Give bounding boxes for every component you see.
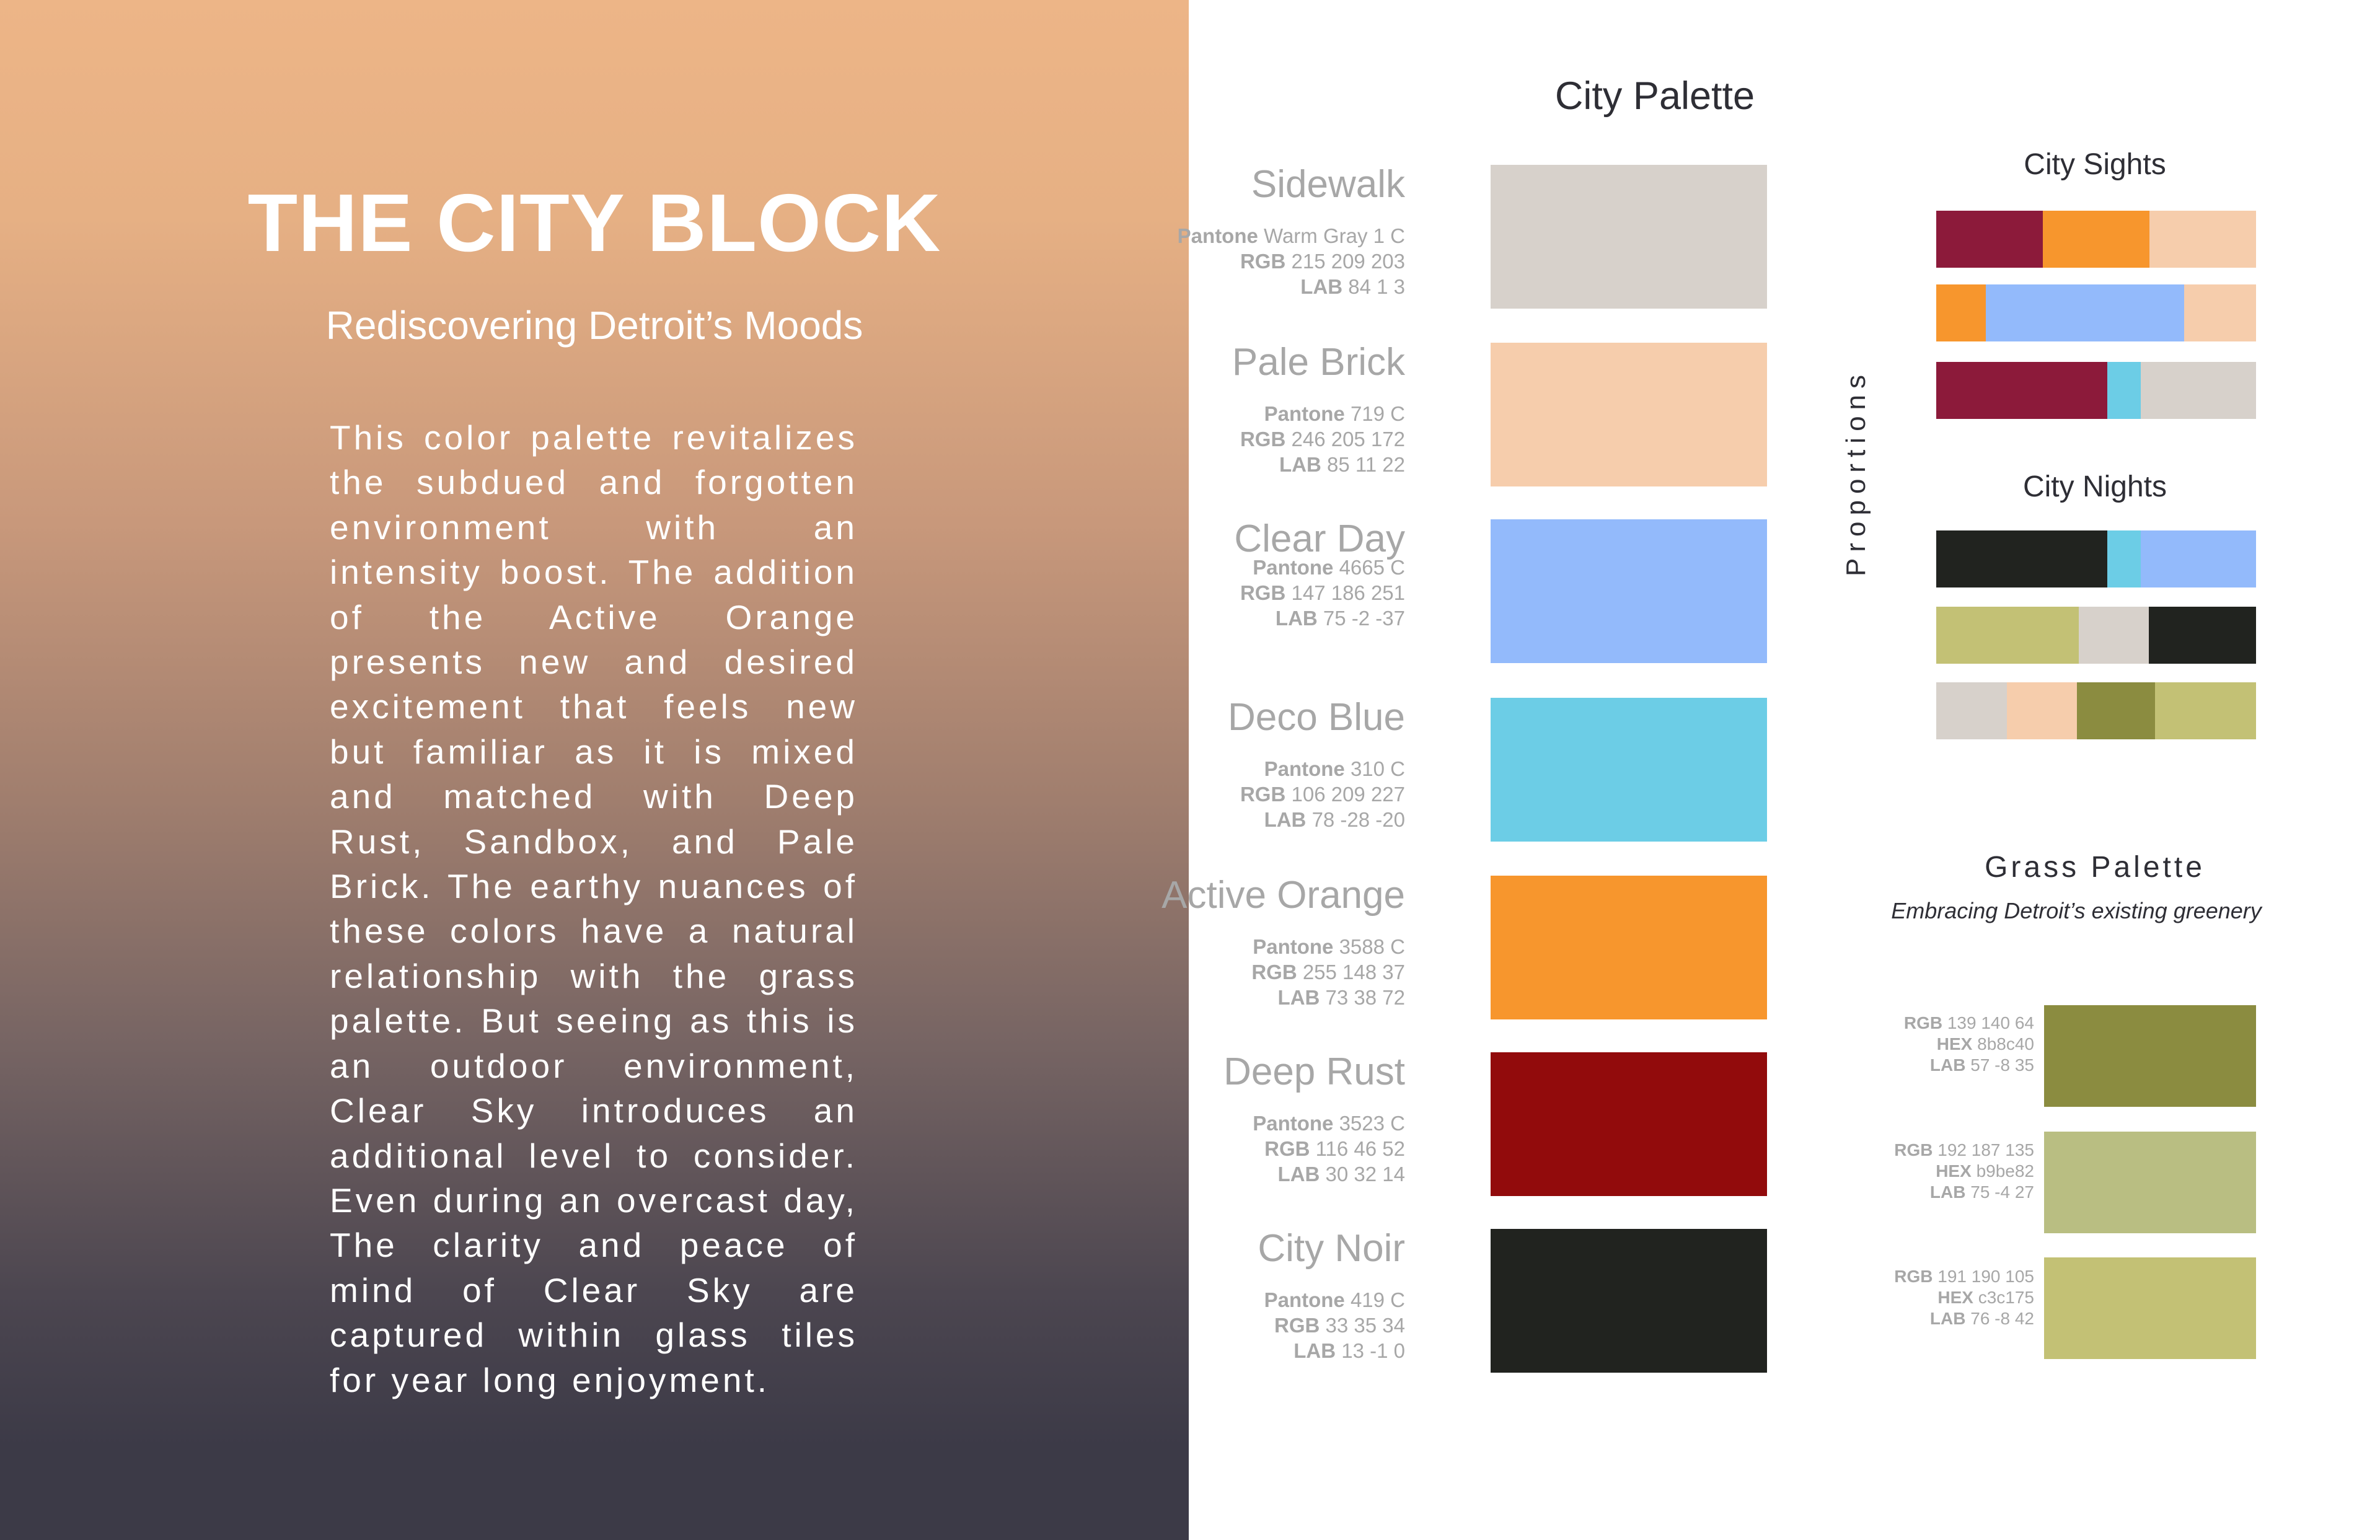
lab-label: LAB bbox=[1279, 453, 1321, 476]
pantone-value: Warm Gray 1 C bbox=[1264, 224, 1405, 247]
color-swatch bbox=[1491, 1052, 1767, 1196]
rgb-label: RGB bbox=[1894, 1267, 1933, 1286]
color-entry-active-orange bbox=[1161, 871, 1766, 1019]
rgb-value: 191 190 105 bbox=[1937, 1267, 2034, 1286]
pantone-value: 719 C bbox=[1350, 402, 1405, 425]
hex-label: HEX bbox=[1937, 1288, 1973, 1307]
proportion-segment bbox=[1936, 211, 2043, 268]
pantone-value: 419 C bbox=[1350, 1288, 1405, 1311]
rgb-label: RGB bbox=[1240, 581, 1286, 604]
proportion-segment bbox=[2079, 607, 2149, 664]
color-name: Active Orange bbox=[1161, 874, 1405, 917]
lab-label: LAB bbox=[1277, 1163, 1320, 1186]
rgb-label: RGB bbox=[1251, 961, 1297, 983]
rgb-value: 116 46 52 bbox=[1315, 1137, 1405, 1160]
pantone-value: 310 C bbox=[1350, 757, 1405, 780]
proportion-segment bbox=[2107, 362, 2141, 419]
color-swatch bbox=[1491, 698, 1767, 842]
hex-value: 8b8c40 bbox=[1977, 1034, 2034, 1054]
color-entry-deep-rust bbox=[1178, 1047, 1766, 1196]
color-specs bbox=[1251, 934, 1405, 1010]
lab-value: 57 -8 35 bbox=[1970, 1055, 2034, 1075]
hex-label: HEX bbox=[1936, 1034, 1973, 1054]
sights-bar-3 bbox=[1936, 362, 2256, 419]
color-entry-pale-brick bbox=[1178, 338, 1766, 486]
lab-label: LAB bbox=[1294, 1339, 1336, 1362]
color-specs bbox=[1240, 756, 1405, 832]
lab-label: LAB bbox=[1929, 1182, 1966, 1202]
proportion-segment bbox=[1936, 607, 2079, 664]
proportion-segment bbox=[2155, 682, 2256, 739]
proportions-label: Proportions bbox=[1841, 368, 1871, 576]
sights-bar-1 bbox=[1936, 211, 2256, 268]
hex-label: HEX bbox=[1936, 1161, 1972, 1181]
color-name: City Noir bbox=[1258, 1227, 1405, 1270]
lab-value: 30 32 14 bbox=[1325, 1163, 1405, 1186]
lab-value: 85 11 22 bbox=[1326, 453, 1405, 476]
color-entry-clear-day bbox=[1178, 514, 1766, 663]
proportion-segment bbox=[2149, 607, 2256, 664]
proportion-segment bbox=[1936, 530, 2107, 587]
rgb-value: 192 187 135 bbox=[1937, 1140, 2034, 1159]
color-name: Pale Brick bbox=[1232, 341, 1405, 384]
proportion-segment bbox=[2141, 530, 2256, 587]
left-panel bbox=[0, 0, 1189, 1540]
proportion-segment bbox=[2141, 362, 2256, 419]
proportion-segment bbox=[1936, 362, 2107, 419]
grass-specs-2 bbox=[1894, 1140, 2034, 1203]
grass-swatch-1 bbox=[2044, 1005, 2256, 1107]
rgb-label: RGB bbox=[1264, 1137, 1310, 1160]
lab-value: 78 -28 -20 bbox=[1311, 808, 1405, 831]
color-entry-deco-blue bbox=[1178, 693, 1766, 842]
rgb-value: 106 209 227 bbox=[1291, 783, 1405, 806]
lab-label: LAB bbox=[1264, 808, 1307, 831]
lab-value: 73 38 72 bbox=[1325, 986, 1405, 1009]
color-name: Deep Rust bbox=[1223, 1050, 1405, 1093]
proportion-segment bbox=[2007, 682, 2078, 739]
rgb-value: 147 186 251 bbox=[1291, 581, 1405, 604]
hex-value: b9be82 bbox=[1976, 1161, 2034, 1181]
grass-swatch-2 bbox=[2044, 1132, 2256, 1233]
color-specs bbox=[1253, 1111, 1405, 1187]
lab-label: LAB bbox=[1929, 1309, 1966, 1328]
page-title: THE CITY BLOCK bbox=[247, 177, 941, 268]
color-entry-sidewalk bbox=[1178, 160, 1766, 309]
nights-bar-3 bbox=[1936, 682, 2256, 739]
pantone-label: Pantone bbox=[1253, 1112, 1334, 1135]
proportion-segment bbox=[1936, 682, 2007, 739]
proportion-segment bbox=[2107, 530, 2141, 587]
proportion-segment bbox=[1986, 284, 2184, 341]
rgb-label: RGB bbox=[1903, 1013, 1943, 1032]
proportion-segment bbox=[1936, 284, 1986, 341]
rgb-label: RGB bbox=[1274, 1314, 1320, 1337]
rgb-label: RGB bbox=[1240, 428, 1286, 451]
color-swatch bbox=[1491, 519, 1767, 663]
lab-value: 75 -2 -37 bbox=[1323, 607, 1405, 630]
rgb-label: RGB bbox=[1240, 783, 1286, 806]
color-specs bbox=[1178, 223, 1405, 299]
grass-swatch-3 bbox=[2044, 1257, 2256, 1359]
sights-bar-2 bbox=[1936, 284, 2256, 341]
lab-value: 13 -1 0 bbox=[1341, 1339, 1405, 1362]
lab-label: LAB bbox=[1277, 986, 1320, 1009]
color-name: Deco Blue bbox=[1227, 696, 1405, 739]
rgb-label: RGB bbox=[1240, 250, 1286, 273]
pantone-label: Pantone bbox=[1264, 1288, 1345, 1311]
rgb-value: 246 205 172 bbox=[1291, 428, 1405, 451]
nights-bar-1 bbox=[1936, 530, 2256, 587]
grass-specs-3 bbox=[1894, 1266, 2034, 1329]
color-swatch bbox=[1491, 343, 1767, 486]
page-subtitle: Rediscovering Detroit’s Moods bbox=[325, 303, 863, 348]
color-specs bbox=[1240, 555, 1405, 631]
rgb-value: 139 140 64 bbox=[1947, 1013, 2034, 1032]
lab-label: LAB bbox=[1300, 275, 1343, 298]
rgb-value: 33 35 34 bbox=[1325, 1314, 1405, 1337]
pantone-label: Pantone bbox=[1253, 935, 1334, 958]
proportion-segment bbox=[2184, 284, 2256, 341]
city-nights-title: City Nights bbox=[2022, 470, 2167, 503]
hex-value: c3c175 bbox=[1978, 1288, 2034, 1307]
pantone-label: Pantone bbox=[1177, 224, 1258, 247]
color-entry-city-noir bbox=[1178, 1224, 1766, 1373]
grass-palette-title: Grass Palette bbox=[1985, 851, 2205, 884]
grass-specs-1 bbox=[1904, 1013, 2034, 1076]
color-name: Clear Day bbox=[1234, 517, 1405, 560]
color-swatch bbox=[1491, 1229, 1767, 1373]
color-name: Sidewalk bbox=[1251, 163, 1405, 206]
lab-value: 76 -8 42 bbox=[1970, 1309, 2034, 1328]
rgb-label: RGB bbox=[1894, 1140, 1933, 1159]
pantone-label: Pantone bbox=[1264, 402, 1345, 425]
pantone-label: Pantone bbox=[1264, 757, 1345, 780]
lab-value: 75 -4 27 bbox=[1970, 1182, 2034, 1202]
proportion-segment bbox=[2077, 682, 2155, 739]
lab-value: 84 1 3 bbox=[1348, 275, 1405, 298]
color-swatch bbox=[1491, 876, 1767, 1019]
color-specs bbox=[1264, 1287, 1405, 1363]
color-swatch bbox=[1491, 165, 1767, 309]
city-sights-title: City Sights bbox=[2024, 148, 2166, 181]
grass-palette-subtitle: Embracing Detroit’s existing greenery bbox=[1891, 898, 2262, 923]
description-text: This color palette revitalizes the subdued and forgotten environment with an intensity boost. The addition of the Active Orange presents new and desired excitement that feels new but familiar as it is mixed and matched with Deep Rust, Sandbox, and Pale Brick. The earthy nuances of these colors have a natural relationship with the grass palette. But seeing as this is an outdoor environment, Clear Sky introduces an additional level to consider. Even during an overcast day, The clarity and peace of mind of Clear Sky are captured within glass tiles for year long enjoyment. bbox=[330, 418, 858, 1399]
color-specs bbox=[1240, 401, 1405, 477]
rgb-value: 215 209 203 bbox=[1291, 250, 1405, 273]
lab-label: LAB bbox=[1275, 607, 1318, 630]
pantone-value: 3588 C bbox=[1339, 935, 1405, 958]
pantone-value: 3523 C bbox=[1339, 1112, 1405, 1135]
pantone-value: 4665 C bbox=[1339, 556, 1405, 579]
nights-bar-2 bbox=[1936, 607, 2256, 664]
proportion-segment bbox=[2043, 211, 2149, 268]
lab-label: LAB bbox=[1929, 1055, 1966, 1075]
proportion-segment bbox=[2149, 211, 2256, 268]
pantone-label: Pantone bbox=[1253, 556, 1334, 579]
rgb-value: 255 148 37 bbox=[1302, 961, 1405, 983]
city-palette-title: City Palette bbox=[1554, 74, 1755, 118]
